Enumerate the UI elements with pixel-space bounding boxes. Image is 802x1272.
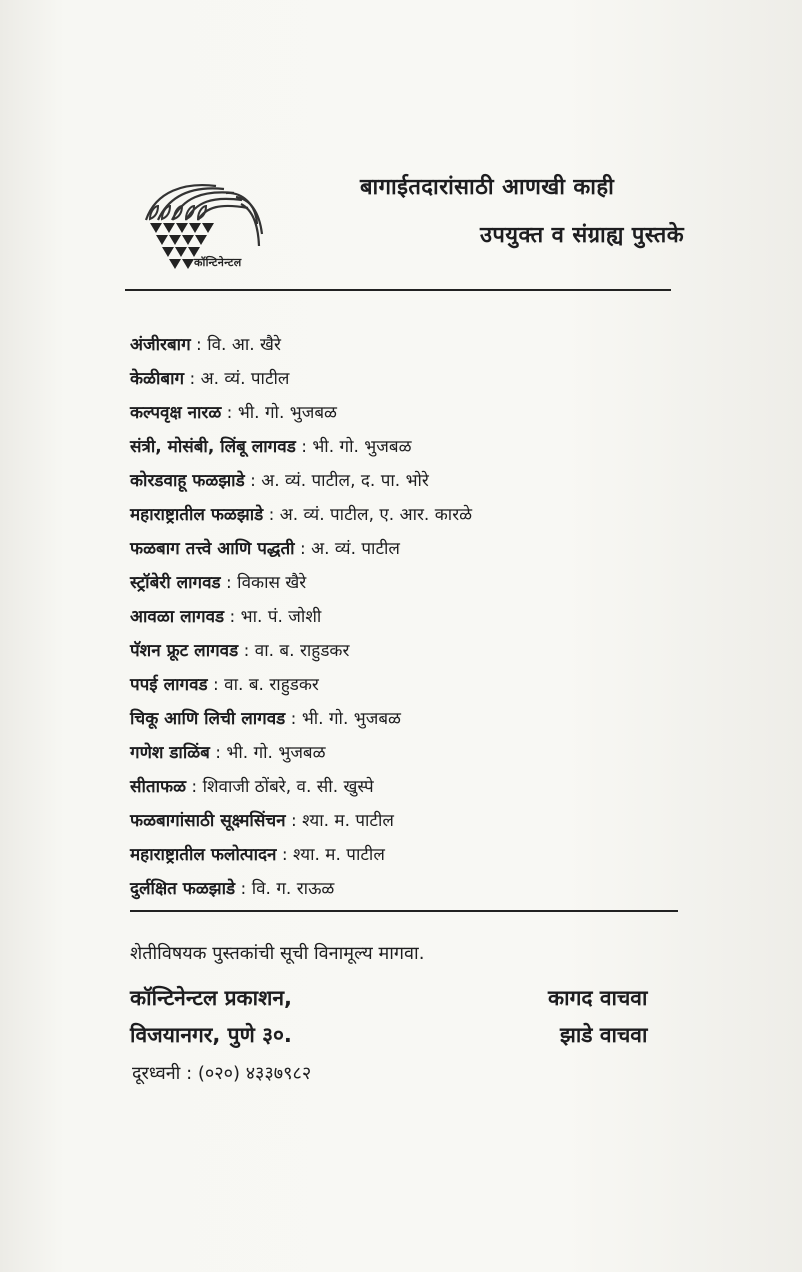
book-title: दुर्लक्षित फळझाडे — [130, 879, 236, 899]
book-author: अ. व्यं. पाटील, ए. आर. कारळे — [279, 505, 473, 525]
book-list-item: महाराष्ट्रातील फळझाडे : अ. व्यं. पाटील, ए. आर. कारळे — [130, 505, 473, 525]
book-title: केळीबाग — [130, 369, 185, 389]
conservation-slogan — [548, 980, 647, 1054]
book-list-item: चिकू आणि लिची लागवड : भी. गो. भुजबळ — [130, 709, 401, 729]
book-list-item: स्ट्रॉबेरी लागवड : विकास खैरे — [130, 573, 307, 593]
heading-line-1: बागाईतदारांसाठी आणखी काही — [360, 175, 615, 200]
book-author: वि. आ. खैरे — [207, 335, 281, 355]
book-list-item: संत्री, मोसंबी, लिंबू लागवड : भी. गो. भुजबळ — [130, 437, 412, 457]
heading-line-2: उपयुक्त व संग्राह्य पुस्तके — [479, 223, 684, 248]
book-title: पपई लागवड — [130, 675, 208, 695]
book-title: महाराष्ट्रातील फलोत्पादन — [130, 845, 277, 865]
book-title: महाराष्ट्रातील फळझाडे — [130, 505, 264, 525]
book-list-item: अंजीरबाग : वि. आ. खैरे — [130, 335, 281, 355]
book-author: वा. ब. राहुडकर — [254, 641, 350, 661]
book-author: विकास खैरे — [237, 573, 307, 593]
book-list-item: महाराष्ट्रातील फलोत्पादन : श्या. म. पाटील — [130, 845, 385, 865]
book-title: चिकू आणि लिची लागवड — [130, 709, 286, 729]
logo-label: कॉन्टिनेन्टल — [194, 256, 242, 269]
book-list-item: गणेश डाळिंब : भी. गो. भुजबळ — [130, 743, 326, 763]
save-trees-text: झाडे वाचवा — [559, 1023, 648, 1047]
book-list-item: केळीबाग : अ. व्यं. पाटील — [130, 369, 290, 389]
book-list-item: कोरडवाहू फळझाडे : अ. व्यं. पाटील, द. पा. भोरे — [130, 471, 429, 491]
book-author: भी. गो. भुजबळ — [301, 709, 401, 729]
book-author: शिवाजी ठोंबरे, व. सी. खुस्पे — [202, 777, 374, 797]
book-title: फळबागांसाठी सूक्ष्मसिंचन — [130, 811, 286, 831]
book-title: पॅशन फ्रूट लागवड — [130, 641, 239, 661]
page-heading — [360, 170, 700, 254]
book-author: वा. ब. राहुडकर — [224, 675, 319, 695]
publisher-name: कॉन्टिनेन्टल प्रकाशन, — [130, 986, 292, 1010]
catalog-request-note: शेतीविषयक पुस्तकांची सूची विनामूल्य मागवा. — [130, 943, 425, 964]
book-list-item: दुर्लक्षित फळझाडे : वि. ग. राऊळ — [130, 879, 335, 899]
book-author: अ. व्यं. पाटील — [311, 539, 400, 559]
book-title: संत्री, मोसंबी, लिंबू लागवड — [130, 437, 296, 457]
book-author: अ. व्यं. पाटील — [200, 369, 290, 389]
book-author: वि. ग. राऊळ — [251, 879, 335, 899]
book-list-item: पॅशन फ्रूट लागवड : वा. ब. राहुडकर — [130, 641, 350, 661]
book-author: भी. गो. भुजबळ — [312, 437, 412, 457]
book-list-item: पपई लागवड : वा. ब. राहुडकर — [130, 675, 319, 695]
book-list-item: आवळा लागवड : भा. पं. जोशी — [130, 607, 322, 627]
book-title: कल्पवृक्ष नारळ — [130, 403, 222, 423]
book-author: श्या. म. पाटील — [293, 845, 385, 865]
publisher-location: विजयानगर, पुणे ३०. — [130, 1023, 292, 1047]
book-list-item: सीताफळ : शिवाजी ठोंबरे, व. सी. खुस्पे — [130, 777, 374, 797]
book-list-item: फळबाग तत्त्वे आणि पद्धती : अ. व्यं. पाटील — [130, 539, 400, 559]
publisher-phone: दूरध्वनी : (०२०) ४३३७९८२ — [132, 1063, 312, 1084]
publisher-address — [130, 980, 292, 1054]
book-author: भी. गो. भुजबळ — [237, 403, 337, 423]
book-title: आवळा लागवड — [130, 607, 225, 627]
book-title: कोरडवाहू फळझाडे — [130, 471, 245, 491]
book-title: सीताफळ — [130, 777, 187, 797]
book-title: अंजीरबाग — [130, 335, 191, 355]
book-list-item: फळबागांसाठी सूक्ष्मसिंचन : श्या. म. पाटील — [130, 811, 394, 831]
bottom-divider — [130, 910, 678, 912]
top-divider — [125, 289, 671, 291]
book-author: भी. गो. भुजबळ — [226, 743, 326, 763]
book-title: फळबाग तत्त्वे आणि पद्धती — [130, 539, 295, 559]
book-list — [130, 328, 472, 906]
book-author: भा. पं. जोशी — [240, 607, 322, 627]
book-author: श्या. म. पाटील — [302, 811, 394, 831]
save-paper-text: कागद वाचवा — [548, 986, 648, 1010]
book-title: स्ट्रॉबेरी लागवड — [130, 573, 221, 593]
book-title: गणेश डाळिंब — [130, 743, 210, 763]
book-author: अ. व्यं. पाटील, द. पा. भोरे — [261, 471, 429, 491]
book-list-item: कल्पवृक्ष नारळ : भी. गो. भुजबळ — [130, 403, 337, 423]
